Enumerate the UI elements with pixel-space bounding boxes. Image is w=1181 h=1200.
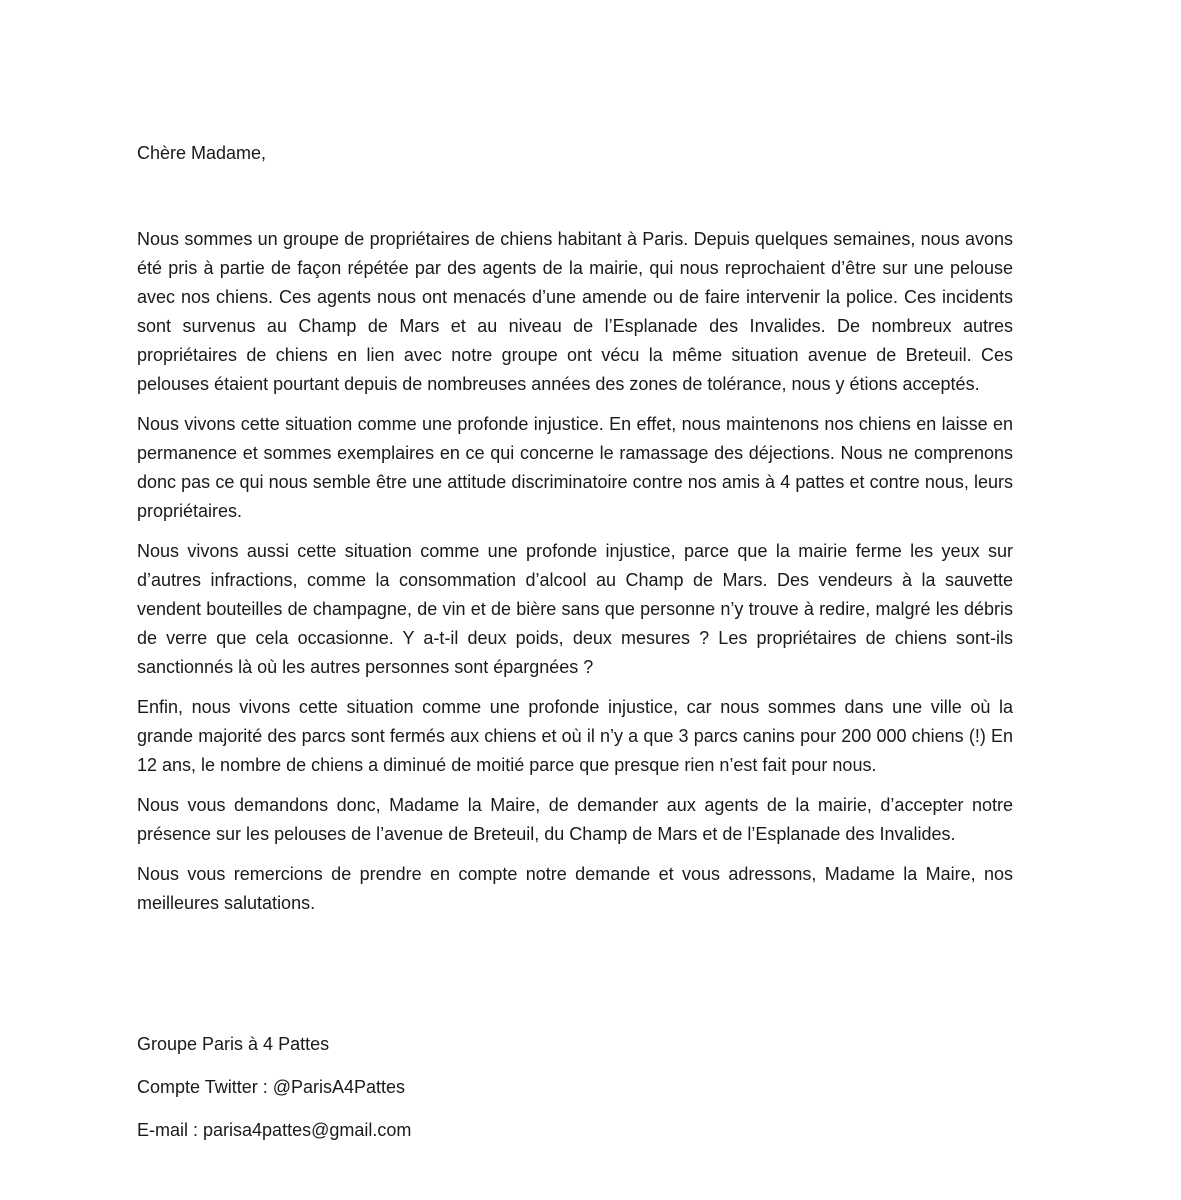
signature-email: E-mail : parisa4pattes@gmail.com (137, 1120, 412, 1140)
signature-block (137, 1030, 1013, 1159)
paragraph-request: Nous vous demandons donc, Madame la Maire, de demander aux agents de la mairie, d’accepter notre présence sur les pelouses de l’avenue de Breteuil, du Champ de Mars et de l’Esplanade des Invalides. (137, 795, 1013, 844)
letter-body (137, 225, 1013, 929)
signature-group: Groupe Paris à 4 Pattes (137, 1034, 330, 1054)
paragraph-injustice-alcohol: Nous vivons aussi cette situation comme une profonde injustice, parce que la mairie ferme les yeux sur d’autres infractions, comme la consommation d’alcool au Champ de Mars. Des vendeurs à la sauvette vendent bouteilles de champagne, de vin et de bière sans que personne n’y trouve à redire, malgré les débris de verre que cela occasionne. Y a-t-il deux poids, deux mesures ? Les propriétaires de chiens sont-ils sanctionnés là où les autres personnes sont épargnées ? (137, 541, 1013, 677)
paragraph-intro: Nous sommes un groupe de propriétaires de chiens habitant à Paris. Depuis quelques semaines, nous avons été pris à partie de façon répétée par des agents de la mairie, qui nous reprochaient d’être sur une pelouse avec nos chiens. Ces agents nous ont menacés d’une amende ou de faire intervenir la police. Ces incidents sont survenus au Champ de Mars et au niveau de l’Esplanade des Invalides. De nombreux autres propriétaires de chiens en lien avec notre groupe ont vécu la même situation avenue de Breteuil. Ces pelouses étaient pourtant depuis de nombreuses années des zones de tolérance, nous y étions acceptés. (137, 229, 1013, 394)
salutation: Chère Madame, (137, 143, 267, 163)
paragraph-injustice-leash: Nous vivons cette situation comme une profonde injustice. En effet, nous maintenons nos chiens en laisse en permanence et sommes exemplaires en ce qui concerne le ramassage des déjections. Nous ne comprenons donc pas ce qui nous semble être une attitude discriminatoire contre nos amis à 4 pattes et contre nous, leurs propriétaires. (137, 414, 1013, 521)
letter-page (137, 0, 1013, 1200)
signature-twitter: Compte Twitter : @ParisA4Pattes (137, 1077, 406, 1097)
paragraph-closing: Nous vous remercions de prendre en compte notre demande et vous adressons, Madame la Maire, nos meilleures salutations. (137, 864, 1013, 913)
paragraph-injustice-parks: Enfin, nous vivons cette situation comme une profonde injustice, car nous sommes dans une ville où la grande majorité des parcs sont fermés aux chiens et où il n’y a que 3 parcs canins pour 200 000 chiens (!) En 12 ans, le nombre de chiens a diminué de moitié parce que presque rien n’est fait pour nous. (137, 697, 1013, 775)
